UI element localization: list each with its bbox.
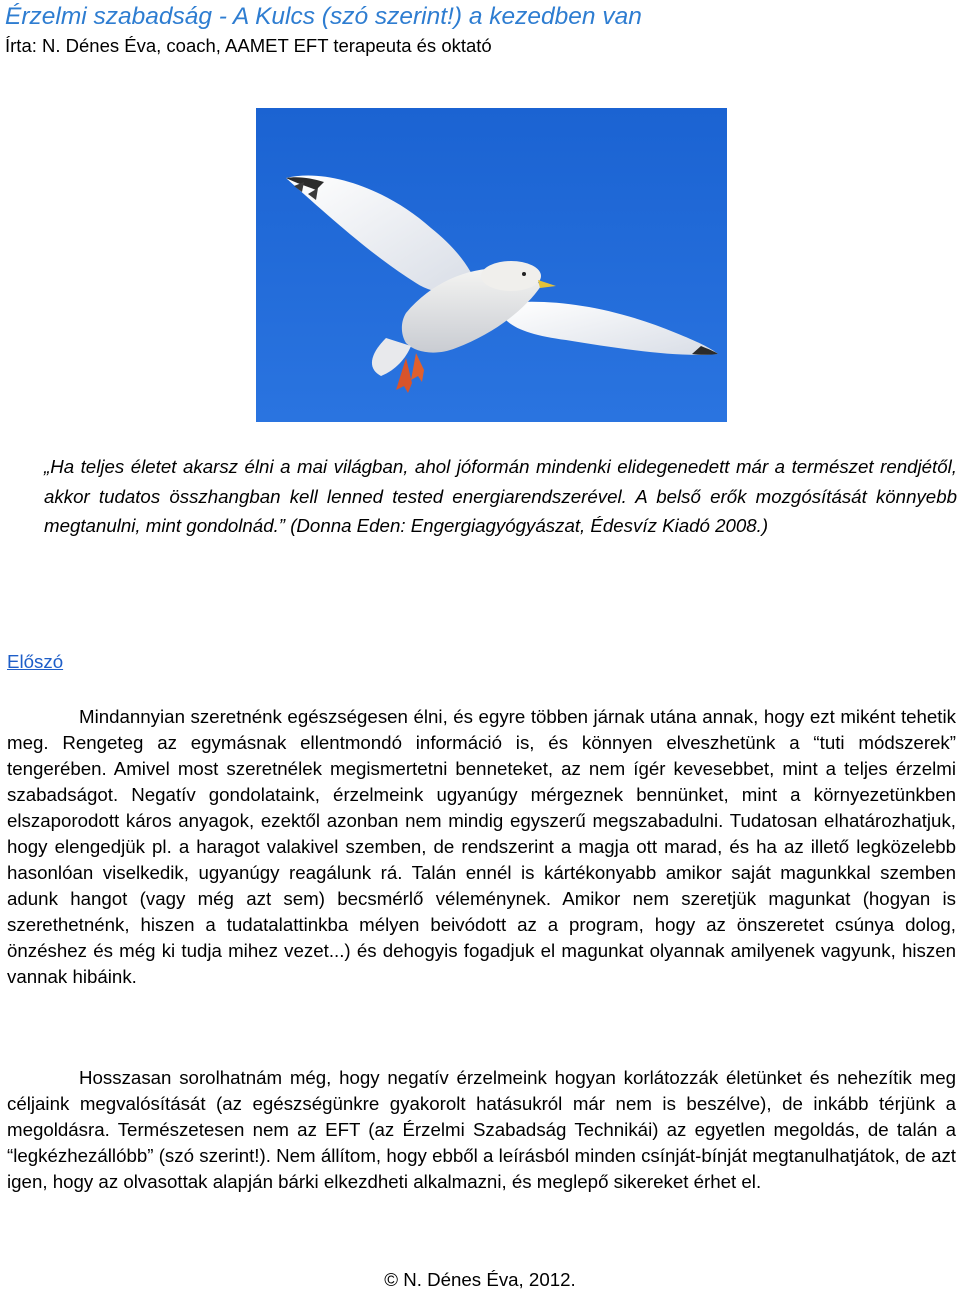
epigraph-quote: „Ha teljes életet akarsz élni a mai világban, ahol jóformán mindenki elidegenedett már a természet rendjétől, akkor tudatos összhangban kell lenned tested energiarendszerével. A belső erők mozgósítását könnyebb megtanulni, mint gondolnád.” (Donna Eden: Engergiagyógyászat, Édesvíz Kiadó 2008.)	[44, 456, 957, 536]
paragraph-1: Mindannyian szeretnénk egészségesen élni, és egyre többen járnak utána annak, hogy ezt miként tehetik meg. Rengeteg az egymásnak ellentmondó információ is, és könnyen elveszhetünk a “tuti módszerek” tengerében. Amivel most szeretnélek megismertetni benneteket, az nem ígér kevesebbet, mint a teljes érzelmi szabadságot. Negatív gondolataink, érzelmeink ugyanúgy mérgeznek bennünket, mint a környezetünkben elszaporodott káros anyagok, ezektől azonban nem mindig egyszerű megszabadulni. Tudatosan elhatározhatjuk, hogy elengedjük pl. a haragot valakivel szemben, de rendszerint a magja ott marad, és ha az illető legközelebb hasonlóan viselkedik, ugyanúgy reagálunk rá. Talán ennél is kártékonyabb amikor saját magunkkal szemben adunk hangot (vagy még azt sem) becsmérlő véleménynek. Amikor nem szeretjük magunkat (hogyan is szerethetnénk, hiszen a tudatalattinkba mélyen beivódott az a program, hogy az önszeretet csúnya dolog, önzéshez és még ki tudja mihez vezet...) és dehogyis fogadjuk el magunkat olyannak amilyenek vagyunk, hiszen vannak hibáink.	[7, 706, 956, 987]
author-line: Írta: N. Dénes Éva, coach, AAMET EFT terapeuta és oktató	[5, 35, 492, 56]
document-title: Érzelmi szabadság - A Kulcs (szó szerint!) a kezedben van	[5, 3, 642, 30]
copyright-line: © N. Dénes Éva, 2012.	[384, 1269, 576, 1290]
seagull-photo	[256, 108, 727, 422]
paragraph-2: Hosszasan sorolhatnám még, hogy negatív érzelmeink hogyan korlátozzák életünket és nehezítik meg céljaink megvalósítását (az egészségünkre gyakorolt hatásukról már nem is beszélve), de inkább térjünk a megoldásra. Természetesen nem az EFT (az Érzelmi Szabadság Technikái) az egyetlen megoldás, de talán a “legkézhezállóbb” (szó szerint!). Nem állítom, hogy ebből a leírásból minden csínját-bínját megtanulhatjátok, de azt igen, hogy az olvasottak alapján bárki elkezdheti alkalmazni, és meglepő sikereket érhet el.	[7, 1067, 956, 1192]
seagull-image	[256, 108, 727, 422]
preface-heading-link[interactable]: Előszó	[7, 651, 64, 672]
